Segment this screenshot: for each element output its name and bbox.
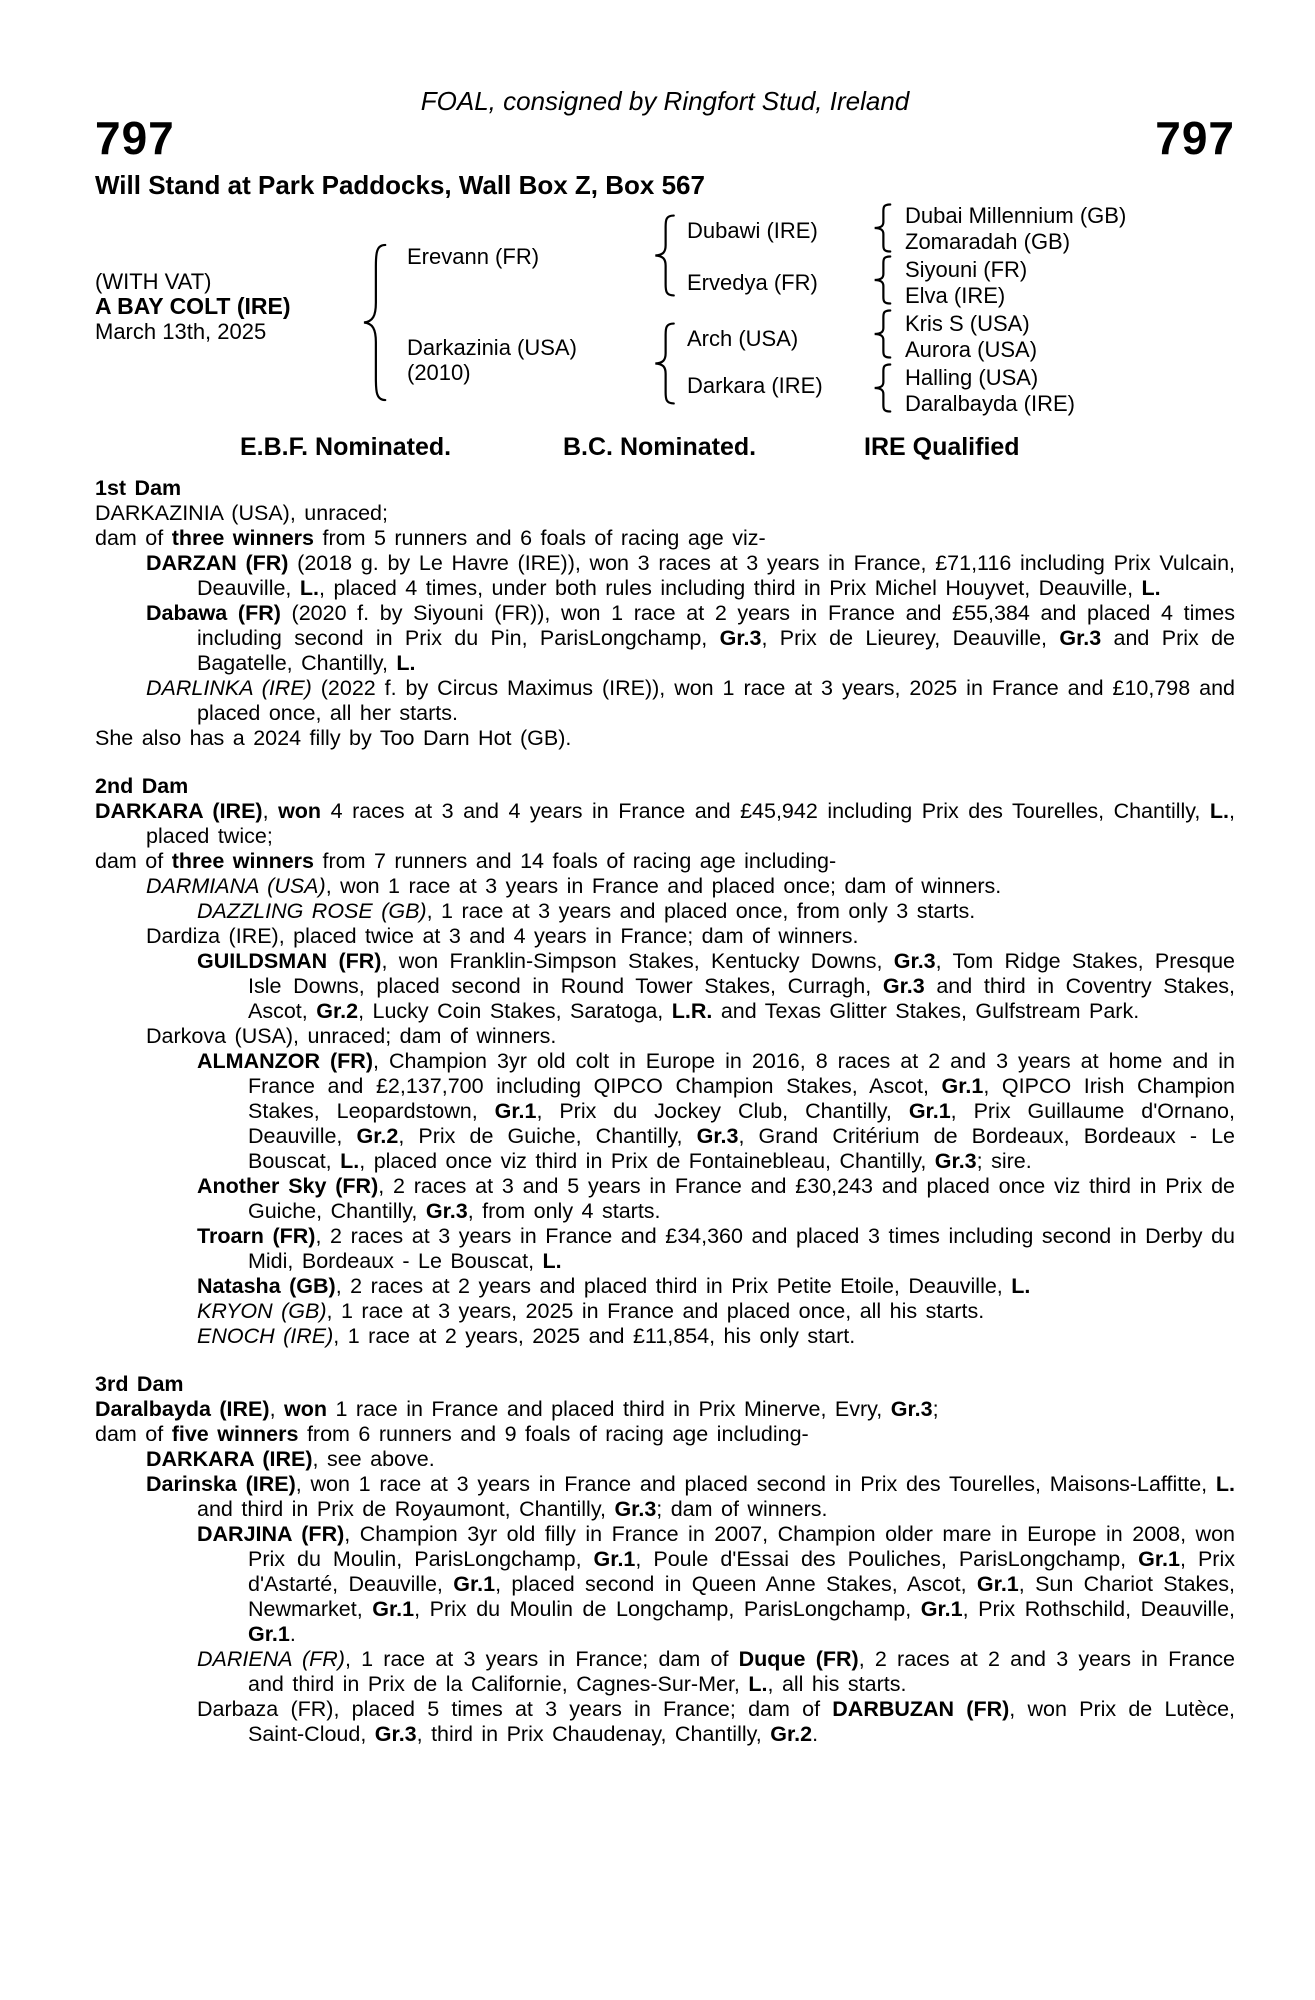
pedigree-dam-name: Darkazinia (USA) [407,335,577,360]
catalogue-paragraph [95,726,1235,751]
pedigree-sire-dam-sire: Siyouni (FR) [905,257,1028,282]
text-segment: 1st Dam [95,476,182,500]
lot-number-left: 797 [95,112,175,164]
text-segment: , placed 4 times, under both rules including third in Prix Michel Houyvet, Deauville, [319,576,1142,600]
catalogue-paragraph [95,1324,1235,1349]
text-segment: , Champion 3yr old colt in Europe in 2016, 8 races at 2 and 3 years at home and in France and £2,137,700 including QIPCO Champion Stakes, Ascot, [248,1049,1235,1098]
ebf-nominated-label: E.B.F. Nominated. [240,433,452,461]
text-segment: , Prix Rothschild, Deauville, [962,1597,1236,1621]
text-segment: three winners [171,526,314,550]
text-segment: DARKARA (IRE) [146,1447,313,1471]
text-segment: ; dam of winners. [656,1497,828,1521]
pedigree-dam-sire-name: Arch (USA) [687,326,799,351]
catalogue-paragraph [95,1174,1235,1224]
catalogue-paragraph [95,1522,1235,1647]
catalogue-paragraph [95,501,1235,526]
text-segment: Gr.1 [941,1074,984,1098]
text-segment: , 1 race at 3 years in France; dam of [344,1647,739,1671]
text-segment: DARMIANA (USA) [146,874,326,898]
text-segment: , placed once viz third in Prix de Fontainebleau, Chantilly, [359,1149,935,1173]
text-segment: , Prix Guillaume d'Ornano, Deauville, [248,1099,1235,1148]
text-segment: , Prix du Jockey Club, Chantilly, [536,1099,909,1123]
catalogue-paragraph [95,849,1235,874]
text-segment: 4 races at 3 and 4 years in France and £45,942 including Prix des Tourelles, Chantilly, [321,799,1210,823]
text-segment: won [284,1397,328,1421]
text-segment: , all his starts. [767,1672,907,1696]
pedigree-dam-dam-dam: Daralbayda (IRE) [905,391,1075,416]
text-segment: L. [396,651,416,675]
ire-qualified-label: IRE Qualified [864,433,1020,461]
catalogue-paragraph [95,1049,1235,1174]
text-segment: DAZZLING ROSE (GB) [197,899,427,923]
text-segment: She also has a 2024 filly by Too Darn Hot (GB). [95,726,572,750]
text-segment: L. [1215,1472,1235,1496]
pedigree-dam-sire-dam: Aurora (USA) [905,337,1038,362]
text-segment: , won Prix de Lutèce, Saint-Cloud, [248,1697,1236,1746]
text-segment: L. [340,1149,360,1173]
text-segment: Gr.2 [316,999,359,1023]
text-segment: ALMANZOR (FR) [197,1049,373,1073]
text-segment: DARKAZINIA (USA), unraced; [95,501,388,525]
pedigree-dam-dam-sire: Halling (USA) [905,365,1039,390]
section-heading-1st-dam [95,476,1235,501]
text-segment: , from only 4 starts. [467,1199,661,1223]
catalogue-paragraph [95,1422,1235,1447]
text-segment: , Prix d'Astarté, Deauville, [248,1547,1235,1596]
pedigree-subject-name: A BAY COLT (IRE) [95,293,291,319]
text-segment: Daralbayda (IRE) [95,1397,270,1421]
lot-number-right: 797 [1155,112,1235,164]
text-segment: DARZAN (FR) [146,551,289,575]
text-segment: ; [932,1397,939,1421]
text-segment: Gr.2 [770,1722,813,1746]
text-segment: Natasha (GB) [197,1274,336,1298]
text-segment: Gr.3 [1059,626,1102,650]
text-segment: , won 1 race at 3 years in France and placed second in Prix des Tourelles, Maisons-Laffitte, [295,1472,1216,1496]
pedigree-brace-icon [871,255,893,305]
catalogue-paragraph [95,899,1235,924]
text-segment: L. [1141,576,1161,600]
text-segment: , Lucky Coin Stakes, Saratoga, [358,999,672,1023]
text-segment: , Grand Critérium de Bordeaux, Bordeaux - Le Bouscat, [248,1124,1235,1173]
catalogue-paragraph [95,799,1235,849]
text-segment: and third in Coventry Stakes, Ascot, [248,974,1236,1023]
text-segment: Gr.3 [425,1199,468,1223]
text-segment: Gr.3 [893,949,936,973]
text-segment: , 1 race at 3 years and placed once, from only 3 starts. [426,899,976,923]
pedigree-dam-dam-name: Darkara (IRE) [687,373,823,398]
pedigree-subject-vat-note: (WITH VAT) [95,269,212,294]
text-segment: Gr.3 [374,1722,417,1746]
standing-location: Will Stand at Park Paddocks, Wall Box Z, Box 567 [95,170,705,200]
text-segment: and third in Prix de Royaumont, Chantilly, [197,1497,615,1521]
pedigree-brace-icon [651,213,677,298]
catalogue-paragraph [95,1472,1235,1522]
text-segment: Dabawa (FR) [146,601,281,625]
text-segment: from 7 runners and 14 foals of racing age including- [314,849,837,873]
text-segment: from 5 runners and 6 foals of racing age viz- [314,526,766,550]
consignor-line: FOAL, consigned by Ringfort Stud, Ireland [420,86,910,116]
pedigree-sire-sire-name: Dubawi (IRE) [687,218,818,243]
pedigree-chart [95,203,1235,433]
text-segment: , Champion 3yr old filly in France in 2007, Champion older mare in Europe in 2008, won Prix du Moulin, ParisLongchamp, [248,1522,1235,1571]
text-segment: DARBUZAN (FR) [832,1697,1010,1721]
text-segment: Gr.1 [920,1597,963,1621]
text-segment: L. [542,1249,562,1273]
text-segment: , 1 race at 3 years, 2025 in France and placed once, all his starts. [326,1299,985,1323]
text-segment: , 2 races at 3 years in France and £34,360 and placed 3 times including second in Derby du Midi, Bordeaux - Le Bouscat, [248,1224,1235,1273]
text-segment: Gr.3 [890,1397,933,1421]
text-segment: (2020 f. by Siyouni (FR)), won 1 race at 2 years in France and £55,384 and placed 4 times including second in Prix du Pin, ParisLongchamp, [197,601,1235,650]
pedigree-sire-sire-sire: Dubai Millennium (GB) [905,203,1127,228]
catalogue-paragraph [95,1447,1235,1472]
text-segment: Gr.1 [1138,1547,1180,1571]
text-segment: , [269,1397,285,1421]
pedigree-sire-sire-dam: Zomaradah (GB) [905,229,1071,254]
text-segment: 1 race in France and placed third in Prix Minerve, Evry, [327,1397,891,1421]
text-segment: dam of [95,526,172,550]
text-segment: (2018 g. by Le Havre (IRE)), won 3 races at 3 years in France, £71,116 including Prix Vulcain, Deauville, [197,551,1236,600]
text-segment: L. [1209,799,1230,823]
pedigree-dam-sire-sire: Kris S (USA) [905,311,1030,336]
catalogue-paragraph [95,1274,1235,1299]
text-segment: Gr.1 [494,1099,537,1123]
text-segment: Gr.2 [356,1124,399,1148]
text-segment: won [278,799,322,823]
text-segment: Darinska (IRE) [146,1472,296,1496]
text-segment: . [812,1722,819,1746]
pedigree-sire-name: Erevann (FR) [407,244,540,269]
catalogue-paragraph [95,924,1235,949]
text-segment: KRYON (GB) [197,1299,327,1323]
pedigree-brace-icon [651,321,677,406]
text-segment: GUILDSMAN (FR) [197,949,382,973]
text-segment: ; sire. [976,1149,1032,1173]
section-heading-2nd-dam [95,774,1235,799]
text-segment: Gr.3 [882,974,925,998]
text-segment: three winners [171,849,314,873]
text-segment: , Prix de Guiche, Chantilly, [398,1124,697,1148]
catalogue-paragraph [95,1024,1235,1049]
text-segment: , 2 races at 2 and 3 years in France and third in Prix de la Californie, Cagnes-Sur-Mer, [248,1647,1235,1696]
text-segment: . [289,1622,296,1646]
pedigree-dam-year: (2010) [407,360,471,385]
catalogue-paragraph [95,1397,1235,1422]
text-segment: Gr.3 [696,1124,739,1148]
text-segment: , 2 races at 3 and 5 years in France and £30,243 and placed once viz third in Prix de Guiche, Chantilly, [248,1174,1235,1223]
catalogue-paragraph [95,676,1235,726]
text-segment: dam of [95,1422,172,1446]
text-segment: , 1 race at 2 years, 2025 and £11,854, his only start. [333,1324,856,1348]
catalogue-paragraph [95,1299,1235,1324]
catalogue-paragraph [95,601,1235,676]
catalogue-paragraph [95,874,1235,899]
text-segment: five winners [171,1422,299,1446]
text-segment: dam of [95,849,172,873]
text-segment: (2022 f. by Circus Maximus (IRE)), won 1 race at 3 years, 2025 in France and £10,798 and placed once, all her starts. [197,676,1235,725]
text-segment: Darkova (USA), unraced; dam of winners. [146,1024,557,1048]
text-segment: Troarn (FR) [197,1224,316,1248]
text-segment: , placed second in Queen Anne Stakes, Ascot, [495,1572,977,1596]
nominations-row [95,433,1235,459]
pedigree-sire-dam-name: Ervedya (FR) [687,270,818,295]
catalogue-paragraph [95,949,1235,1024]
text-segment: , QIPCO Irish Champion Stakes, Leopardstown, [248,1074,1236,1123]
text-segment: , Poule d'Essai des Pouliches, ParisLongchamp, [635,1547,1139,1571]
pedigree-sire-dam-dam: Elva (IRE) [905,283,1006,308]
pedigree-brace-icon [359,240,389,405]
text-segment: DARIENA (FR) [197,1647,345,1671]
catalogue-paragraph [95,1697,1235,1747]
text-segment: 3rd Dam [95,1372,184,1396]
text-segment: Gr.1 [908,1099,951,1123]
pedigree-subject-foaling-date: March 13th, 2025 [95,319,267,344]
text-segment: Darbaza (FR), placed 5 times at 3 years in France; dam of [197,1697,833,1721]
pedigree-brace-icon [871,203,893,253]
pedigree-subject [95,269,291,344]
text-segment: Another Sky (FR) [197,1174,379,1198]
text-segment: Gr.1 [372,1597,415,1621]
text-segment: , see above. [312,1447,435,1471]
pedigree-dam-cell [407,335,577,385]
text-segment: L. [299,576,319,600]
text-segment: Gr.1 [453,1572,496,1596]
text-segment: Gr.1 [593,1547,636,1571]
text-segment: from 6 runners and 9 foals of racing age including- [298,1422,809,1446]
text-segment: Gr.3 [719,626,762,650]
text-segment: , Tom Ridge Stakes, Presque Isle Downs, placed second in Round Tower Stakes, Curragh, [248,949,1235,998]
text-segment: and Texas Glitter Stakes, Gulfstream Park. [712,999,1140,1023]
text-segment: , Sun Chariot Stakes, Newmarket, [248,1572,1235,1621]
text-segment: , placed twice; [146,799,1236,848]
catalogue-text [95,476,1235,1747]
catalogue-paragraph [95,1647,1235,1697]
text-segment: and Prix de Bagatelle, Chantilly, [197,626,1236,675]
text-segment: DARLINKA (IRE) [146,676,312,700]
text-segment: , Prix de Lieurey, Deauville, [761,626,1060,650]
text-segment: L. [748,1672,768,1696]
text-segment: , won 1 race at 3 years in France and placed once; dam of winners. [325,874,1002,898]
text-segment: , 2 races at 2 years and placed third in Prix Petite Etoile, Deauville, [335,1274,1012,1298]
text-segment: Gr.3 [934,1149,977,1173]
text-segment: , Prix du Moulin de Longchamp, ParisLongchamp, [414,1597,921,1621]
section-heading-3rd-dam [95,1372,1235,1397]
page-content [95,0,1235,1747]
text-segment: Duque (FR) [738,1647,859,1671]
catalogue-paragraph [95,526,1235,551]
text-segment: Gr.1 [976,1572,1019,1596]
text-segment: , third in Prix Chaudenay, Chantilly, [416,1722,771,1746]
catalogue-paragraph [95,551,1235,601]
text-segment: , won Franklin-Simpson Stakes, Kentucky Downs, [381,949,894,973]
text-segment: Gr.3 [614,1497,657,1521]
lot-number-row [95,112,1235,164]
pedigree-brace-icon [871,309,893,359]
text-segment: ENOCH (IRE) [197,1324,334,1348]
text-segment: L.R. [671,999,713,1023]
text-segment: Dardiza (IRE), placed twice at 3 and 4 years in France; dam of winners. [146,924,859,948]
text-segment: Gr.1 [248,1622,290,1646]
catalogue-paragraph [95,1224,1235,1274]
text-segment: , [262,799,279,823]
text-segment: DARKARA (IRE) [95,799,263,823]
text-segment: DARJINA (FR) [197,1522,345,1546]
text-segment: L. [1011,1274,1031,1298]
bc-nominated-label: B.C. Nominated. [563,433,757,461]
text-segment: 2nd Dam [95,774,189,798]
pedigree-brace-icon [871,363,893,413]
